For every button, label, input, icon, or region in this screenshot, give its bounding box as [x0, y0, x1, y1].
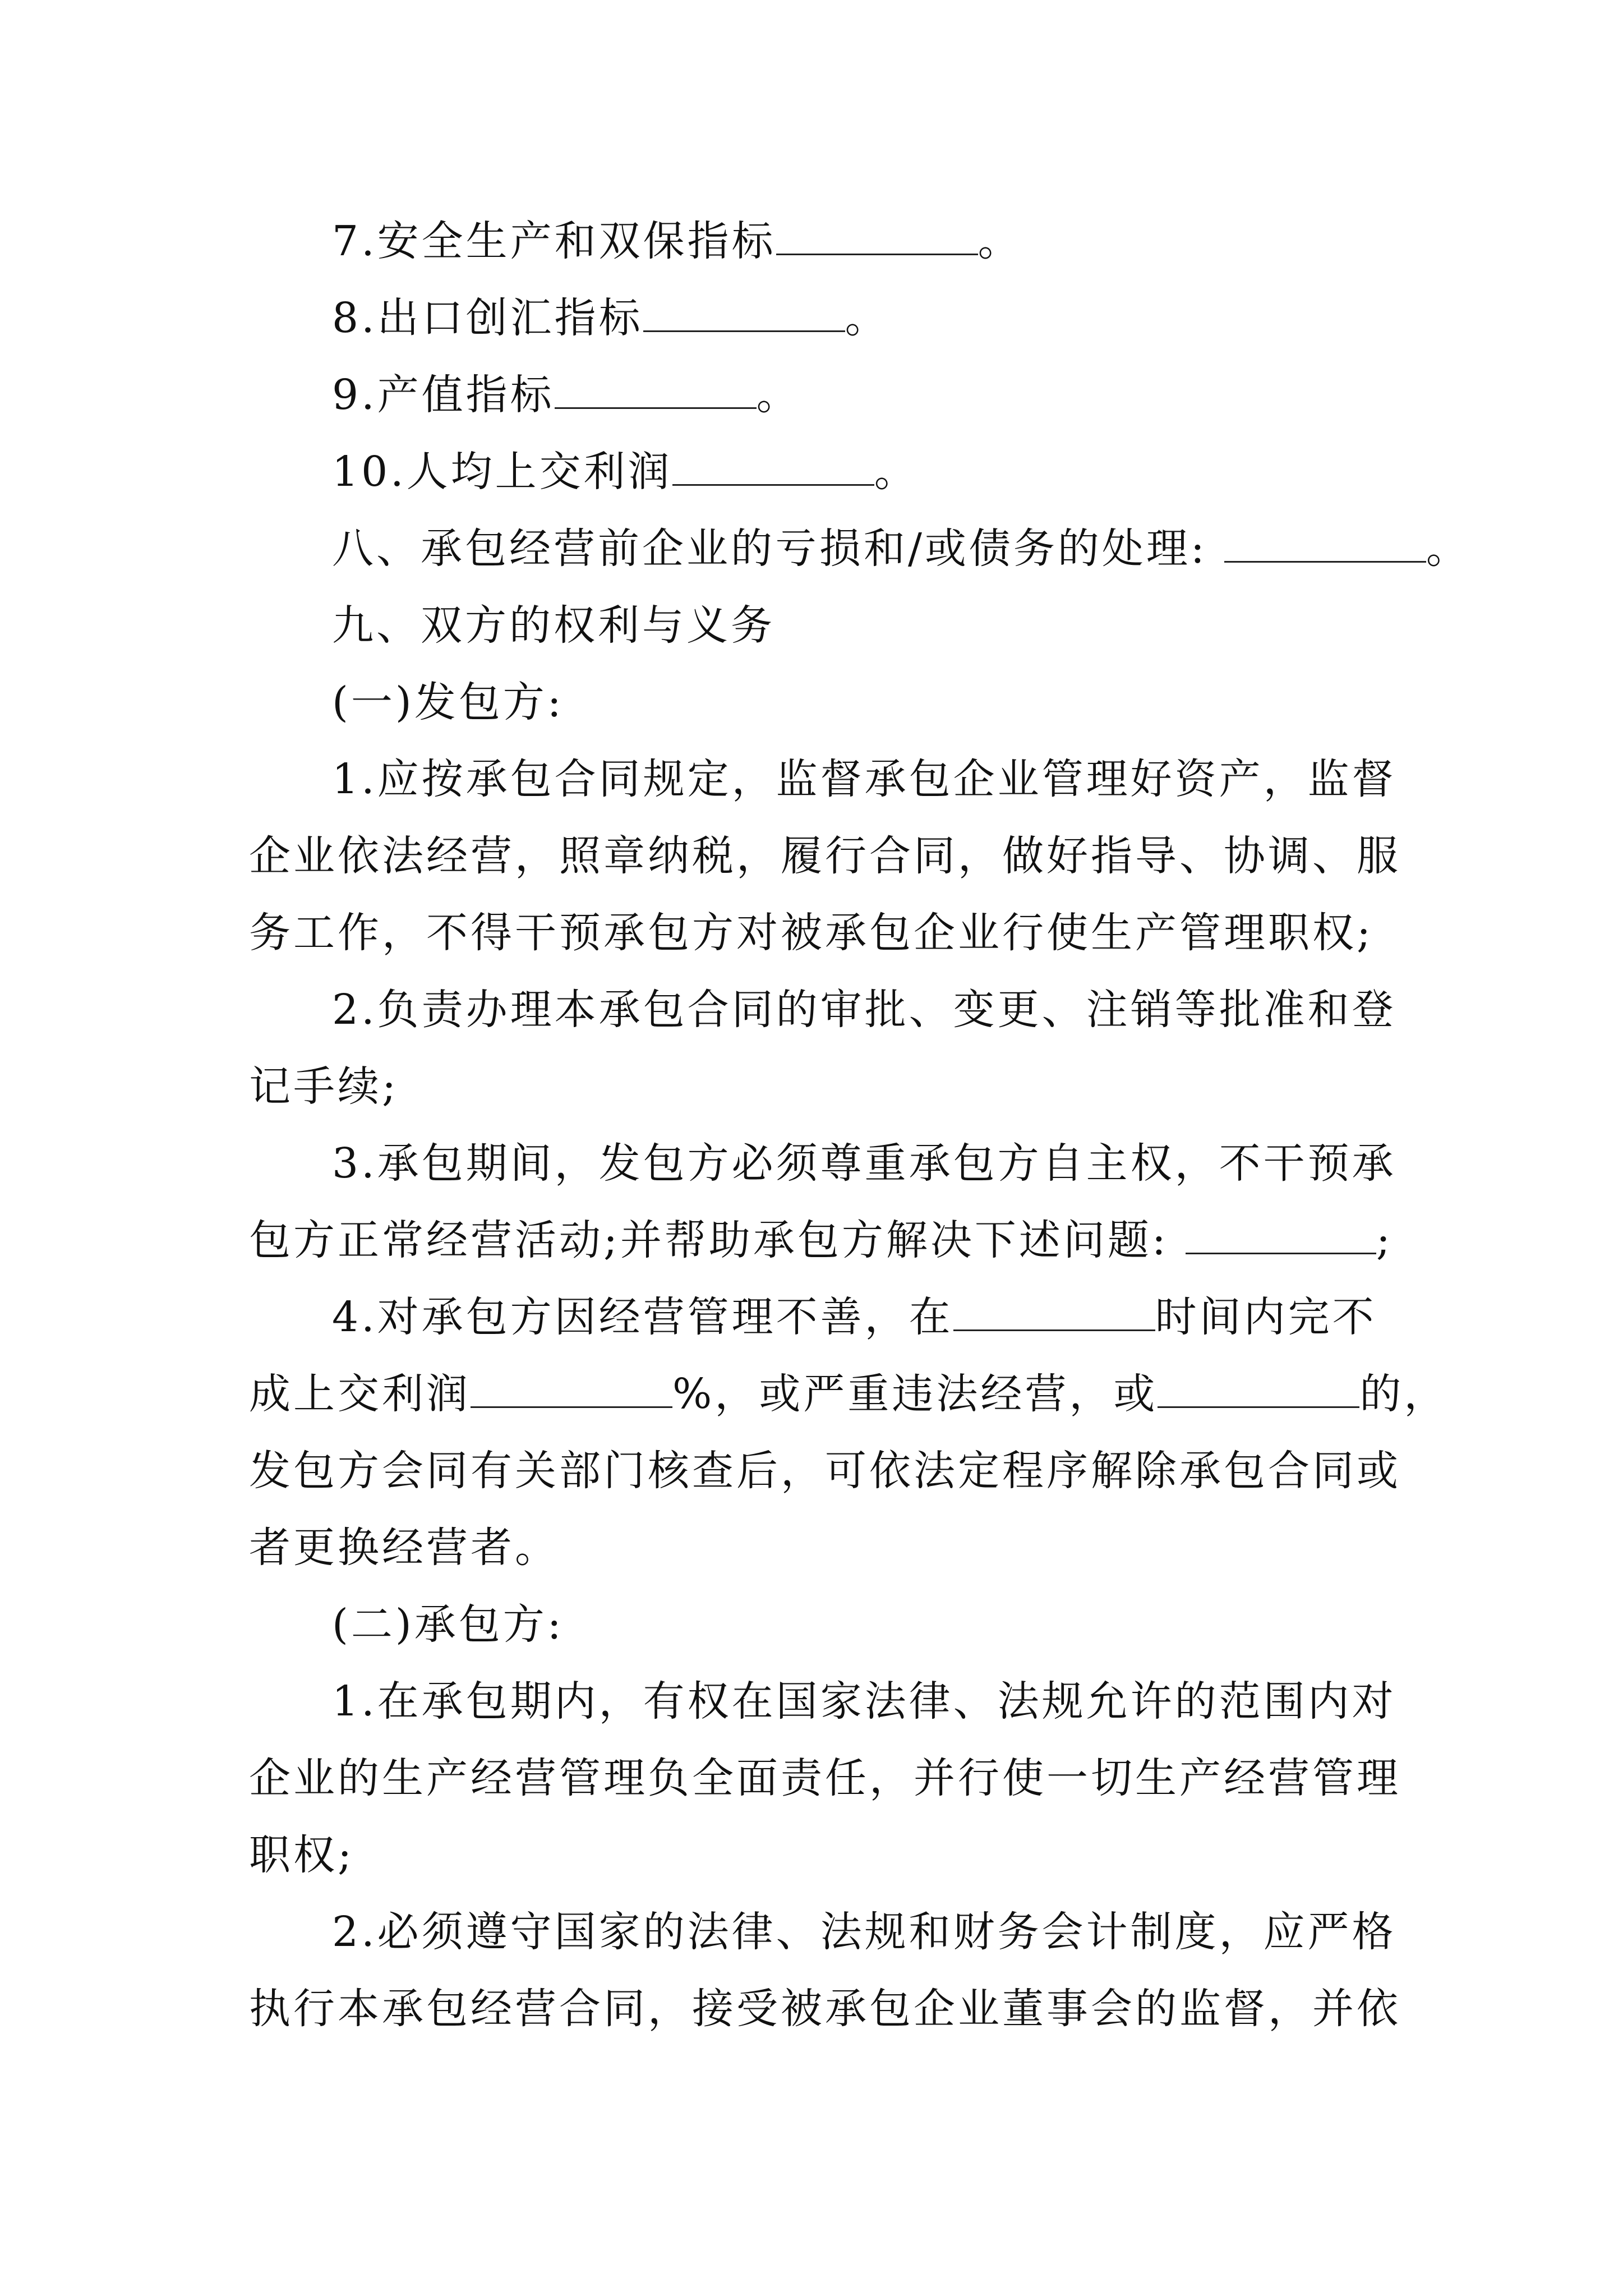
line-tail: 的， — [1359, 1370, 1449, 1418]
line-text: 八、承包经营前企业的亏损和/或债务的处理: — [332, 524, 1207, 573]
line-text: 1.在承包期内，有权在国家法律、法规允许的范围内对 — [332, 1677, 1396, 1726]
line-tail: ; — [1376, 1216, 1393, 1264]
line-text: 4.对承包方因经营管理不善，在 — [332, 1293, 953, 1341]
subsection-heading: (一)发包方: — [332, 678, 564, 726]
line-tail: 。 — [756, 371, 801, 419]
section-heading: 九、双方的权利与义务 — [332, 601, 775, 650]
section-9-heading — [332, 597, 775, 654]
line-text: 执行本承包经营合同，接受被承包企业董事会的监督，并依 — [249, 1985, 1401, 2033]
fill-in-blank — [672, 449, 874, 486]
paragraph-line — [249, 1212, 1393, 1268]
paragraph-line — [332, 1135, 1396, 1191]
line-text: 成上交利润 — [249, 1370, 471, 1418]
line-tail: 。 — [874, 448, 919, 496]
paragraph-line — [249, 1059, 399, 1115]
fill-in-blank — [776, 219, 978, 255]
line-text: 务工作，不得干预承包方对被承包企业行使生产管理职权; — [249, 909, 1373, 957]
item-8-export-indicator — [332, 290, 889, 346]
paragraph-line — [249, 1366, 1448, 1422]
paragraph-line — [332, 1289, 1377, 1345]
paragraph-line — [332, 982, 1396, 1038]
paragraph-line — [249, 1520, 559, 1576]
line-text: 7.安全生产和双保指标 — [332, 217, 776, 265]
paragraph-line — [249, 828, 1401, 884]
paragraph-line — [249, 1443, 1401, 1499]
fill-in-blank — [643, 296, 845, 332]
fill-in-blank — [953, 1295, 1155, 1331]
line-text: 记手续; — [249, 1062, 399, 1111]
line-text: 发包方会同有关部门核查后，可依法定程序解除承包合同或 — [249, 1447, 1401, 1495]
line-text: 者更换经营者。 — [249, 1524, 559, 1572]
fill-in-blank — [1186, 1218, 1376, 1254]
line-text: 2.必须遵守国家的法律、法规和财务会计制度，应严格 — [332, 1908, 1396, 1956]
line-text: 企业依法经营，照章纳税，履行合同，做好指导、协调、服 — [249, 832, 1401, 880]
line-text: 职权; — [249, 1831, 354, 1879]
fill-in-blank — [471, 1372, 672, 1408]
line-text: 8.出口创汇指标 — [332, 294, 643, 342]
line-text: 9.产值指标 — [332, 371, 555, 419]
line-tail: 。 — [1426, 524, 1470, 573]
fill-in-blank — [555, 372, 757, 409]
paragraph-line — [249, 905, 1373, 961]
line-tail: 。 — [845, 294, 889, 342]
subsection-employer-heading — [332, 674, 564, 730]
item-7-safety-indicator — [332, 213, 1022, 269]
line-text: 1.应按承包合同规定，监督承包企业管理好资产，监督 — [332, 755, 1396, 803]
line-text: 包方正常经营活动;并帮助承包方解决下述问题: — [249, 1216, 1169, 1264]
item-9-output-indicator — [332, 367, 801, 423]
paragraph-line — [332, 1904, 1396, 1960]
paragraph-line — [249, 1750, 1401, 1806]
line-tail: 。 — [978, 217, 1022, 265]
line-text: 2.负责办理本承包合同的审批、变更、注销等批准和登 — [332, 986, 1396, 1034]
paragraph-line — [332, 1673, 1396, 1729]
line-text: 3.承包期间，发包方必须尊重承包方自主权，不干预承 — [332, 1139, 1396, 1188]
section-8-debt-handling — [332, 521, 1470, 577]
fill-in-blank — [1224, 526, 1426, 563]
fill-in-blank — [1158, 1372, 1359, 1408]
paragraph-line — [249, 1827, 354, 1883]
line-text: 10.人均上交利润 — [332, 448, 672, 496]
paragraph-line — [249, 1981, 1401, 2037]
subsection-heading: (二)承包方: — [332, 1600, 564, 1649]
line-text: 企业的生产经营管理负全面责任，并行使一切生产经营管理 — [249, 1754, 1401, 1802]
item-10-profit-per-capita — [332, 444, 919, 500]
line-mid: %，或严重违法经营，或 — [672, 1370, 1158, 1418]
subsection-contractor-heading — [332, 1596, 564, 1653]
paragraph-line — [332, 751, 1396, 807]
line-tail: 时间内完不 — [1155, 1293, 1377, 1341]
